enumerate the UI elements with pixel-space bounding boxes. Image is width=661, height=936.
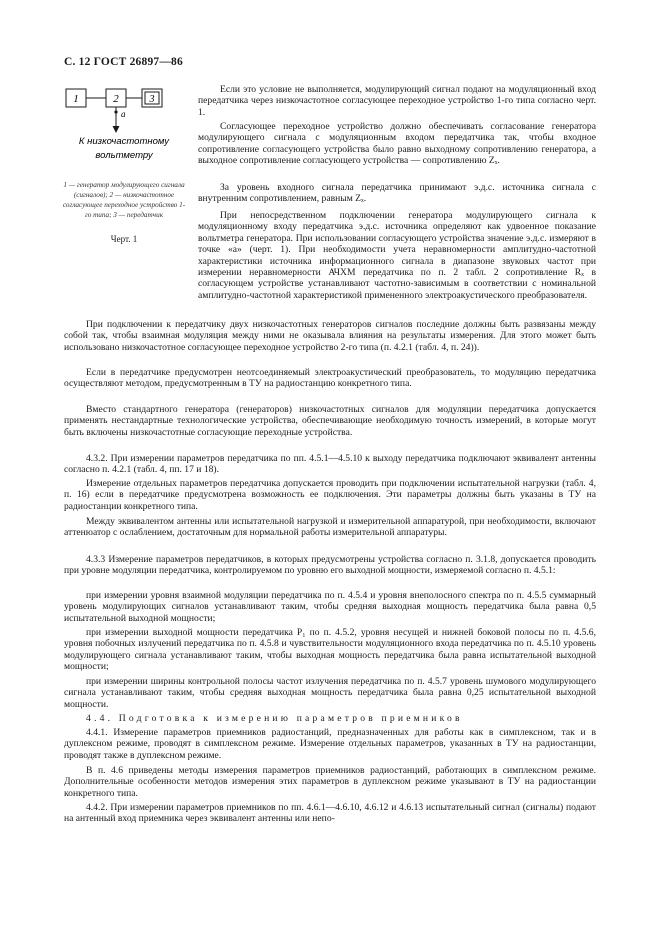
paragraph-3: За уровень входного сигнала передатчика принимают э.д.с. источника сигнала с внутренним сопротивлением, равным Zₓ. xyxy=(198,182,596,205)
paragraph-9: Измерение отдельных параметров передатчика допускается проводить при подключении испытательной нагрузки (табл. 4, п. 16) если в передатчике предусмотрена возможность ее подключения. Эти параметры должны быть указаны в ТУ на радиостанции конкретного типа. xyxy=(64,478,596,512)
paragraph-7: Вместо стандартного генератора (генераторов) низкочастотных сигналов для модуляции передатчика допускается применять нестандартные технологические устройства, обеспечивающие необходимую точность измерений, в которые могут быть включены низкочастотные согласующие переходные устройства. xyxy=(64,404,596,438)
meter-label-line2: вольтметру xyxy=(95,150,153,161)
block-1-label: 1 xyxy=(73,93,79,105)
paragraph-8: 4.3.2. При измерении параметров передатчика по пп. 4.5.1—4.5.10 к выходу передатчика подключают эквивалент антенны согласно п. 4.2.1 (табл. 4, пп. 17 и 18). xyxy=(64,453,596,476)
paragraph-6: Если в передатчике предусмотрен неотсоединяемый электроакустический преобразователь, то модуляцию передатчика осуществляют методом, предусмотренным в ТУ на радиостанцию конкретного типа. xyxy=(64,367,596,390)
paragraph-17: 4.4.2. При измерении параметров приемников по пп. 4.6.1—4.6.10, 4.6.12 и 4.6.13 испытательный сигнал (сигналы) подают на антенный вход приемника через эквивалент антенны или непо- xyxy=(64,802,596,825)
figure-legend: 1 — генератор модулирующего сигнала (сигналов); 2 — низкочастотное согласующее переходное устройство 1-го типа; 3 — передатчик xyxy=(62,181,186,219)
paragraph-10: Между эквивалентом антенны или испытательной нагрузкой и измерительной аппаратурой, при необходимости, включают аттенюатор с ослаблением, достаточным для нормальной работы измерительной аппаратуры. xyxy=(64,516,596,539)
paragraph-2: Согласующее переходное устройство должно обеспечивать согласование генератора модулирующего сигнала с модуляционным входом передатчика так, чтобы входное сопротивление согласующего устройства было равно выходному сопротивлению генератора, а выходное сопротивление согласующего устройства — сопротивлению Zₓ. xyxy=(198,121,596,167)
paragraph-11: 4.3.3 Измерение параметров передатчиков, в которых предусмотрены устройства согласно п. 3.1.8, допускается проводить при уровне модуляции передатчика, контролируемом по уровню его выходной мощности, измеряемой согласно п. 4.5.1: xyxy=(64,554,596,577)
paragraph-14: при измерении ширины контрольной полосы частот излучения передатчика по п. 4.5.7 уровень шумового модулирующего сигнала устанавливают таким, чтобы средняя выходная мощность передатчика была равна 0,25 испытательной выходной мощности. xyxy=(64,676,596,710)
block-2-label: 2 xyxy=(113,93,119,105)
figure-title: Черт. 1 xyxy=(110,234,138,244)
paragraph-5: При подключении к передатчику двух низкочастотных генераторов сигналов последние должны быть развязаны между собой так, чтобы взаимная модуляция между ними не оказывала влияния на результаты измерения. Для этого может быть использовано низкочастотное согласующее переходное устройство 2-го типа (п. 4.2.1 (табл. 4, п. 24)). xyxy=(64,319,596,353)
paragraph-16: В п. 4.6 приведены методы измерения параметров приемников радиостанций, работающих в симплексном режиме. Дополнительные особенности методов измерения этих параметров в дуплексном режиме указывают в ТУ на радиостанции конкретного типа. xyxy=(64,765,596,799)
point-a-label: а xyxy=(121,109,126,119)
block-3-label: 3 xyxy=(149,94,155,105)
meter-label-line1: К низкочастотному xyxy=(78,136,170,147)
paragraph-1: Если это условие не выполняется, модулирующий сигнал подают на модуляционный вход передатчика через низкочастотное согласующее переходное устройство 1-го типа согласно черт. 1. xyxy=(198,84,596,118)
section-heading-4-4: 4.4. Подготовка к измерению параметров приемников xyxy=(86,713,463,724)
page-header: С. 12 ГОСТ 26897—86 xyxy=(64,56,183,68)
paragraph-15: 4.4.1. Измерение параметров приемников радиостанций, предназначенных для работы как в симплексном, так и в дуплексном режиме, проводят в симплексном режиме. Измерение отдельных параметров, указанных в ТУ на радиостанции, проводят также в дуплексном режиме. xyxy=(64,727,596,761)
block-diagram xyxy=(62,86,186,174)
paragraph-12: при измерении уровня взаимной модуляции передатчика по п. 4.5.4 и уровня внеполосного спектра по п. 4.5.5 суммарный уровень модулирующих сигналов устанавливают таким, чтобы средняя выходная мощность передатчика была равна 0,5 испытательной выходной мощности; xyxy=(64,590,596,624)
paragraph-13: при измерении выходной мощности передатчика P₁ по п. 4.5.2, уровня несущей и нижней боковой полосы по п. 4.5.6, уровня побочных излучений передатчика по п. 4.5.8 и чувствительности модуляционного входа передатчика по п. 4.5.10 уровень модулирующего сигнала устанавливают таким, чтобы выходная мощность передатчика была равна испытательной выходной мощности; xyxy=(64,627,596,673)
paragraph-4: При непосредственном подключении генератора модулирующего сигнала к модуляционному входу передатчика э.д.с. источника определяют как удвоенное показание вольтметра генератора. При использовании согласующего устройства значение э.д.с. измеряют в точке «а» (черт. 1). При необходимости учета неравномерности амплитудно-частотной характеристики источника информационного сигнала в диапазоне звуковых частот при измерении неравномерности АЧХМ передатчика по п. 2 табл. 2 сопротивление Rₓ в согласующем устройстве устанавливают частотно-зависимым в соответствии с номинальной амплитудно-частотной характеристикой примененного электроакустического преобразователя. xyxy=(198,210,596,301)
figure-1 xyxy=(62,86,186,244)
